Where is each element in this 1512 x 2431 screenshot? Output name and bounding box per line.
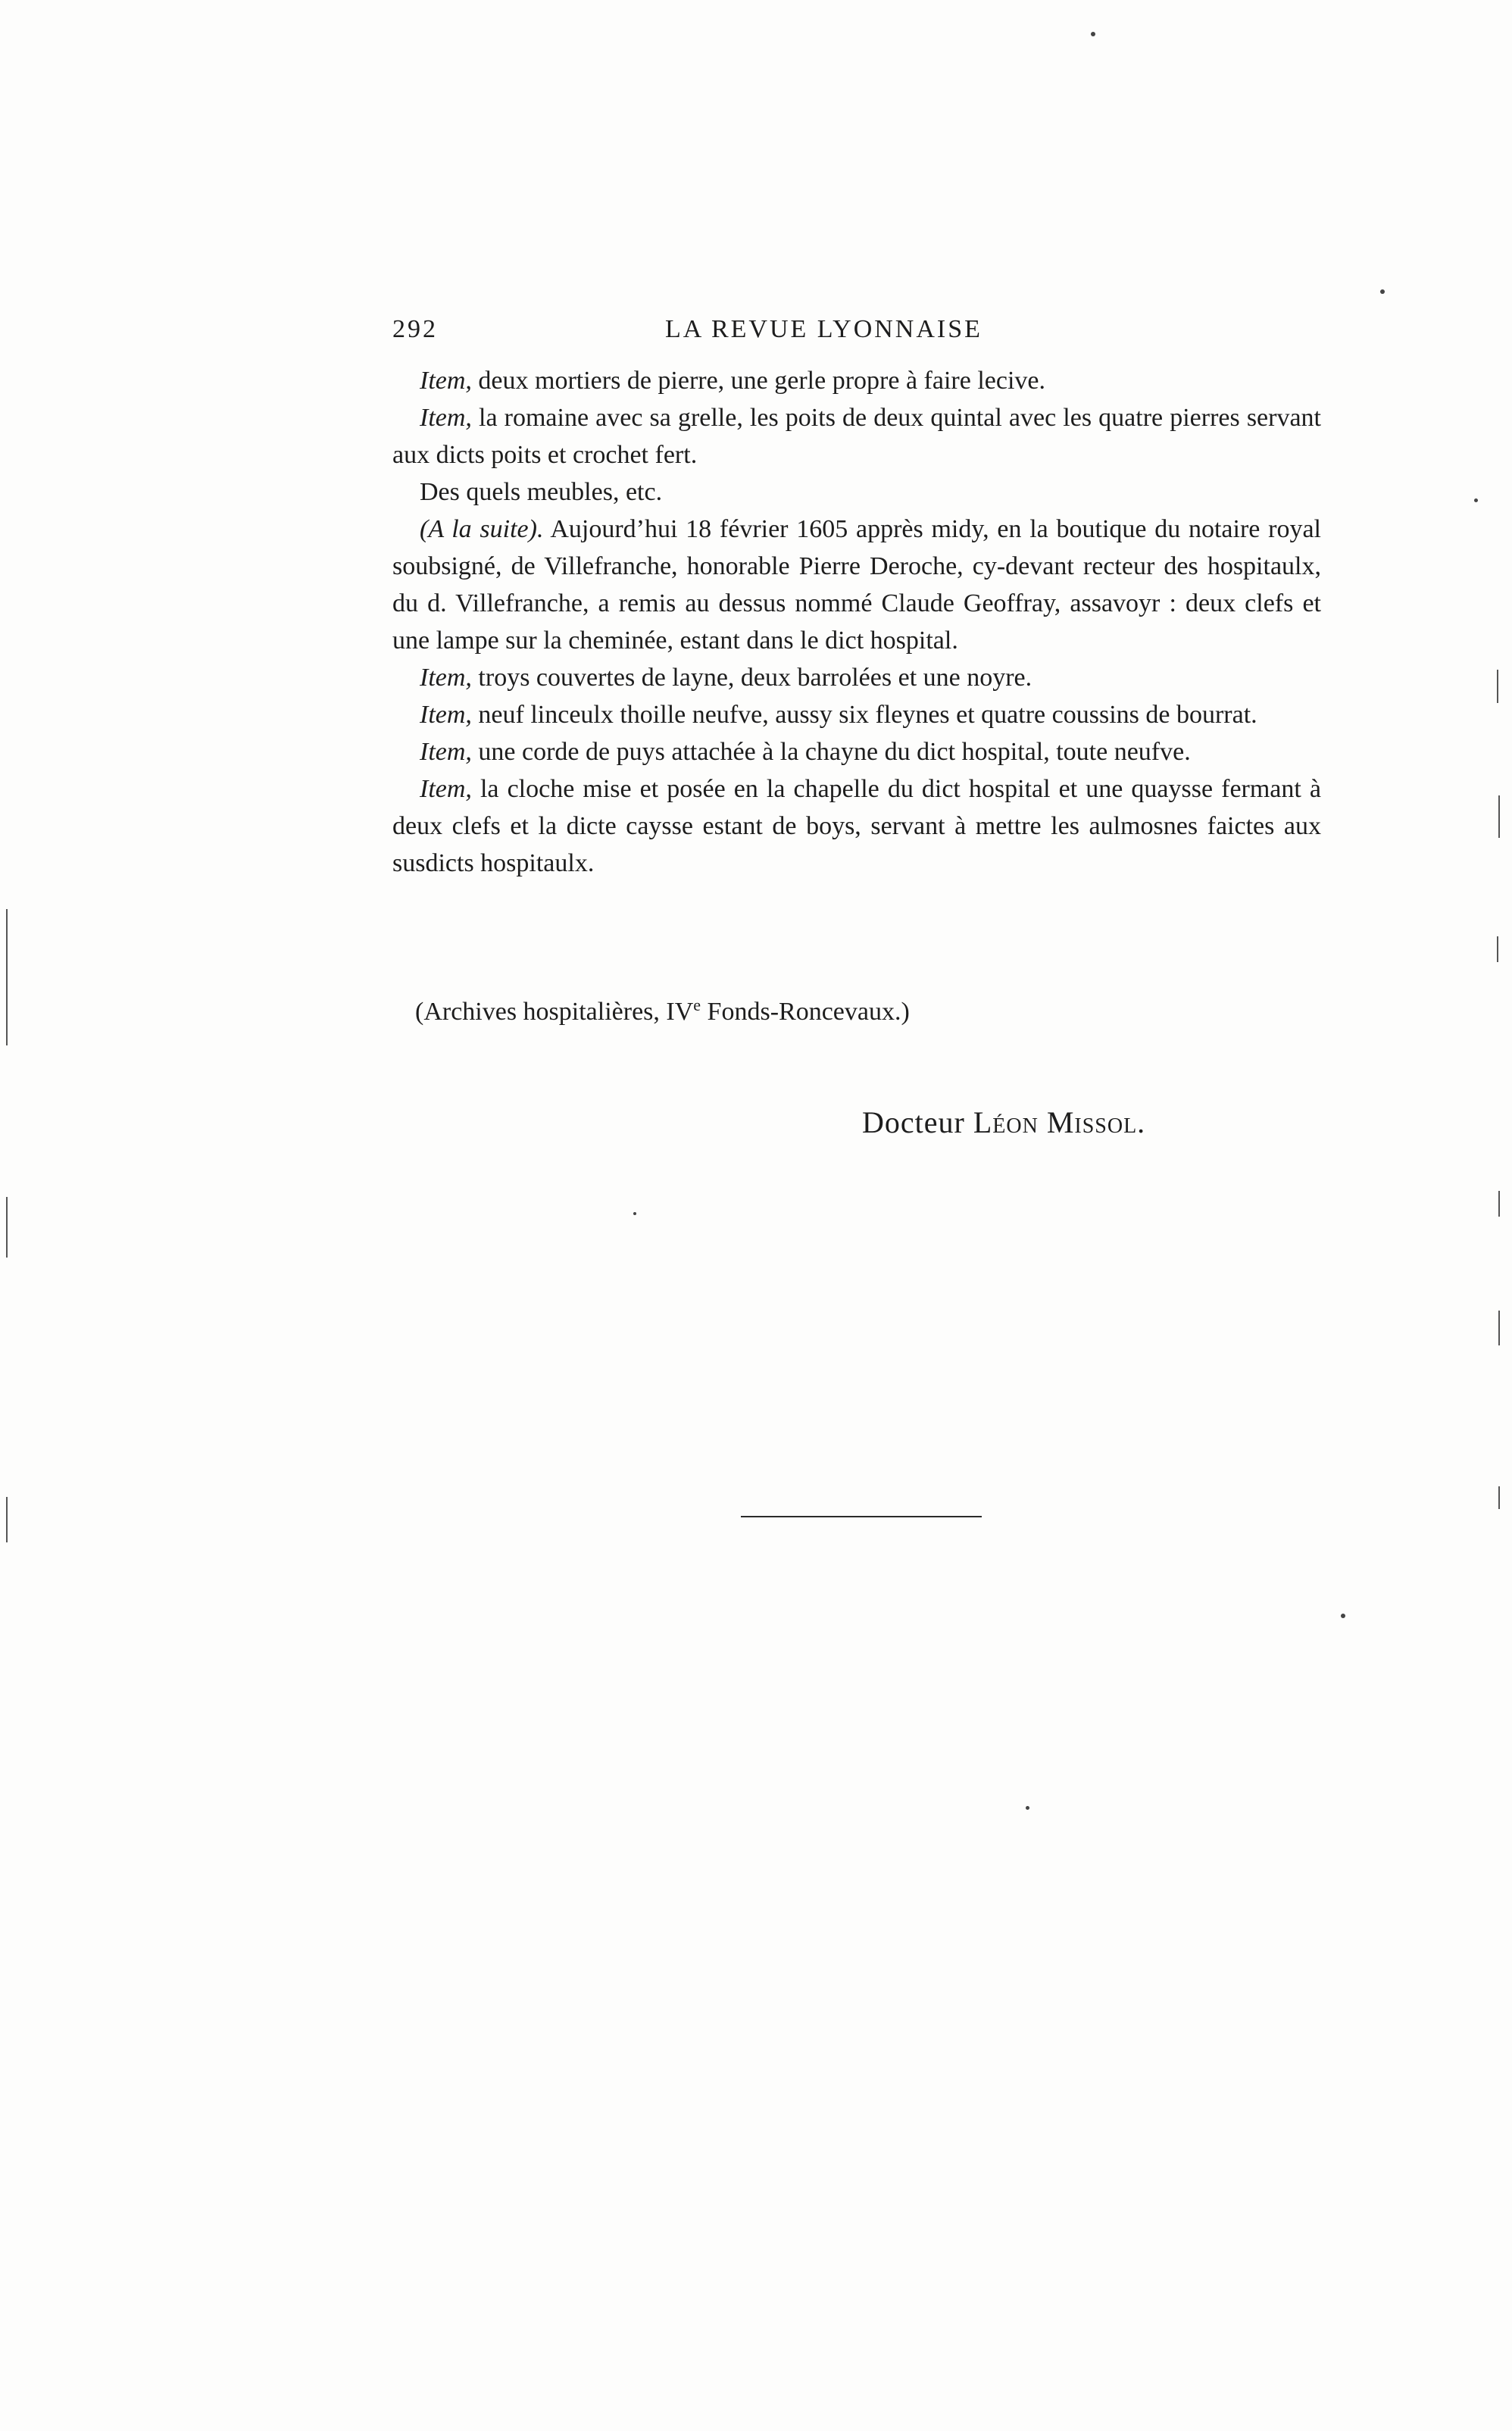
scan-speck xyxy=(633,1212,636,1215)
author-signature xyxy=(862,1105,1145,1140)
paragraph-lead: Item, xyxy=(420,367,472,395)
paragraph-lead: Item, xyxy=(420,738,472,766)
journal-title: LA REVUE LYONNAISE xyxy=(665,315,982,343)
paragraph-lead: Item, xyxy=(420,775,472,803)
paragraph xyxy=(392,696,1321,733)
paragraph-text: Des quels meubles, etc. xyxy=(420,478,663,506)
paragraph xyxy=(392,399,1321,473)
signature-last-name: Missol. xyxy=(1046,1105,1146,1139)
scan-mark xyxy=(1498,1191,1500,1217)
body-text xyxy=(392,362,1321,882)
running-head xyxy=(392,311,1317,356)
archives-citation xyxy=(415,986,910,1030)
paragraph-text: la romaine avec sa grelle, les poits de deux quintal avec les quatre pierres servant aux dicts poits et crochet fert. xyxy=(392,404,1321,469)
scan-mark xyxy=(1498,1311,1500,1345)
scan-mark xyxy=(6,1197,8,1258)
paragraph-lead: Item, xyxy=(420,664,472,692)
signature-title: Docteur xyxy=(862,1105,965,1139)
paragraph xyxy=(392,473,1321,511)
paragraph-text: une corde de puys attachée à la chayne du dict hospital, toute neufve. xyxy=(471,738,1191,766)
page-number: 292 xyxy=(392,315,438,343)
scan-mark xyxy=(6,1497,8,1542)
paragraph-lead: Item, xyxy=(420,701,472,729)
paragraph-lead: Item, xyxy=(420,404,472,432)
scan-speck xyxy=(1341,1614,1345,1618)
scan-mark xyxy=(1497,936,1498,962)
paragraph-text: la cloche mise et posée en la chapelle du dict hospital et une quaysse fermant à deux clefs et la dicte caysse estant de boys, servant à mettre les aulmosnes faictes aux susdicts hospitaulx. xyxy=(392,775,1321,877)
archives-superscript: e xyxy=(693,995,701,1014)
paragraph-text: neuf linceulx thoille neufve, aussy six fleynes et quatre coussins de bourrat. xyxy=(471,701,1257,729)
paragraph xyxy=(392,733,1321,770)
signature-first-name: Léon xyxy=(973,1105,1039,1139)
scan-speck xyxy=(1380,289,1385,294)
scan-mark xyxy=(1498,795,1500,838)
paragraph-text: troys couvertes de layne, deux barrolées et une noyre. xyxy=(471,664,1032,692)
scan-mark xyxy=(1497,670,1498,703)
scan-mark xyxy=(6,909,8,1045)
paragraph xyxy=(392,511,1321,659)
end-rule xyxy=(741,1516,982,1517)
paragraph xyxy=(392,770,1321,882)
paragraph xyxy=(392,362,1321,399)
scan-speck xyxy=(1474,498,1478,502)
archives-prefix: (Archives hospitalières, IV xyxy=(415,998,694,1026)
paragraph-lead: (A la suite). xyxy=(420,515,544,543)
archives-suffix: Fonds-Roncevaux.) xyxy=(701,998,910,1026)
scan-mark xyxy=(1498,1486,1500,1509)
scan-speck xyxy=(1026,1806,1029,1810)
paragraph-text: Aujourd’hui 18 février 1605 apprès midy, en la boutique du notaire royal soubsigné, de Villefranche, honorable Pierre Deroche, cy-devant recteur des hospitaulx, du d. Villefranche, a remis au dessus nommé Claude Geoffray, assavoyr : deux clefs et une lampe sur la cheminée, estant dans le dict hospital. xyxy=(392,515,1321,655)
scan-speck xyxy=(1091,32,1095,36)
paragraph-text: deux mortiers de pierre, une gerle propre à faire lecive. xyxy=(471,367,1045,395)
paragraph xyxy=(392,659,1321,696)
